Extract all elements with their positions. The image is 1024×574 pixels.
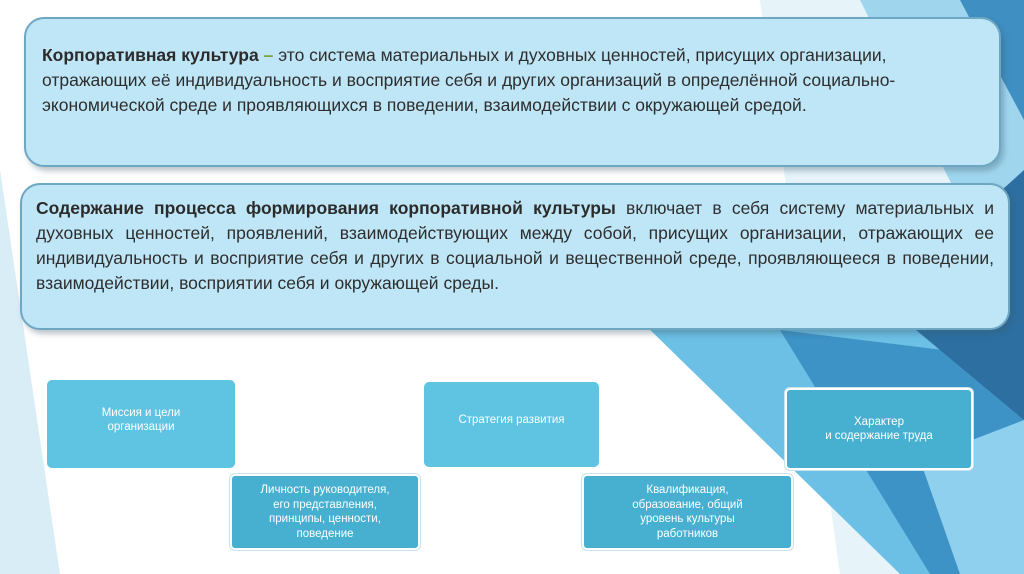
- definition-text: это система материальных и духовных ценностей, присущих организации, отражающих её индивидуальность и восприятие себя и других организаций в определённой социально-экономической среде и проявляющихся в поведении, взаимодействии с окружающей средой.: [42, 45, 896, 115]
- tile-strategy-label: Стратегия развития: [458, 414, 565, 427]
- definition-box: [24, 17, 1001, 167]
- content-text: включает в себя систему материальных и духовных ценностей, проявлений, взаимодействующих между собой, присущих организации, отражающих ее индивидуальность и восприятие себя и других в социальной и вещественной среде, проявляющееся в поведении, взаимодействии, восприятии себя и окружающей среды.: [36, 198, 994, 293]
- definition-dash: –: [258, 45, 279, 65]
- tile-strategy: [424, 382, 599, 467]
- tile-work-label: Характер и содержание труда: [825, 415, 933, 442]
- tile-mission: [47, 380, 235, 468]
- tile-work: [785, 388, 973, 470]
- content-term: Содержание процесса формирования корпоративной культуры: [36, 198, 616, 218]
- definition-term: Корпоративная культура: [42, 45, 259, 65]
- tile-qualification-label: Квалификация, образование, общий уровень культуры работников: [632, 484, 743, 540]
- tile-leader-label: Личность руководителя, его представления, принципы, ценности, поведение: [260, 484, 390, 540]
- tile-qualification: [582, 474, 793, 550]
- tile-leader: [230, 474, 420, 550]
- content-box: [20, 183, 1010, 330]
- tile-mission-label: Миссия и цели организации: [101, 406, 181, 433]
